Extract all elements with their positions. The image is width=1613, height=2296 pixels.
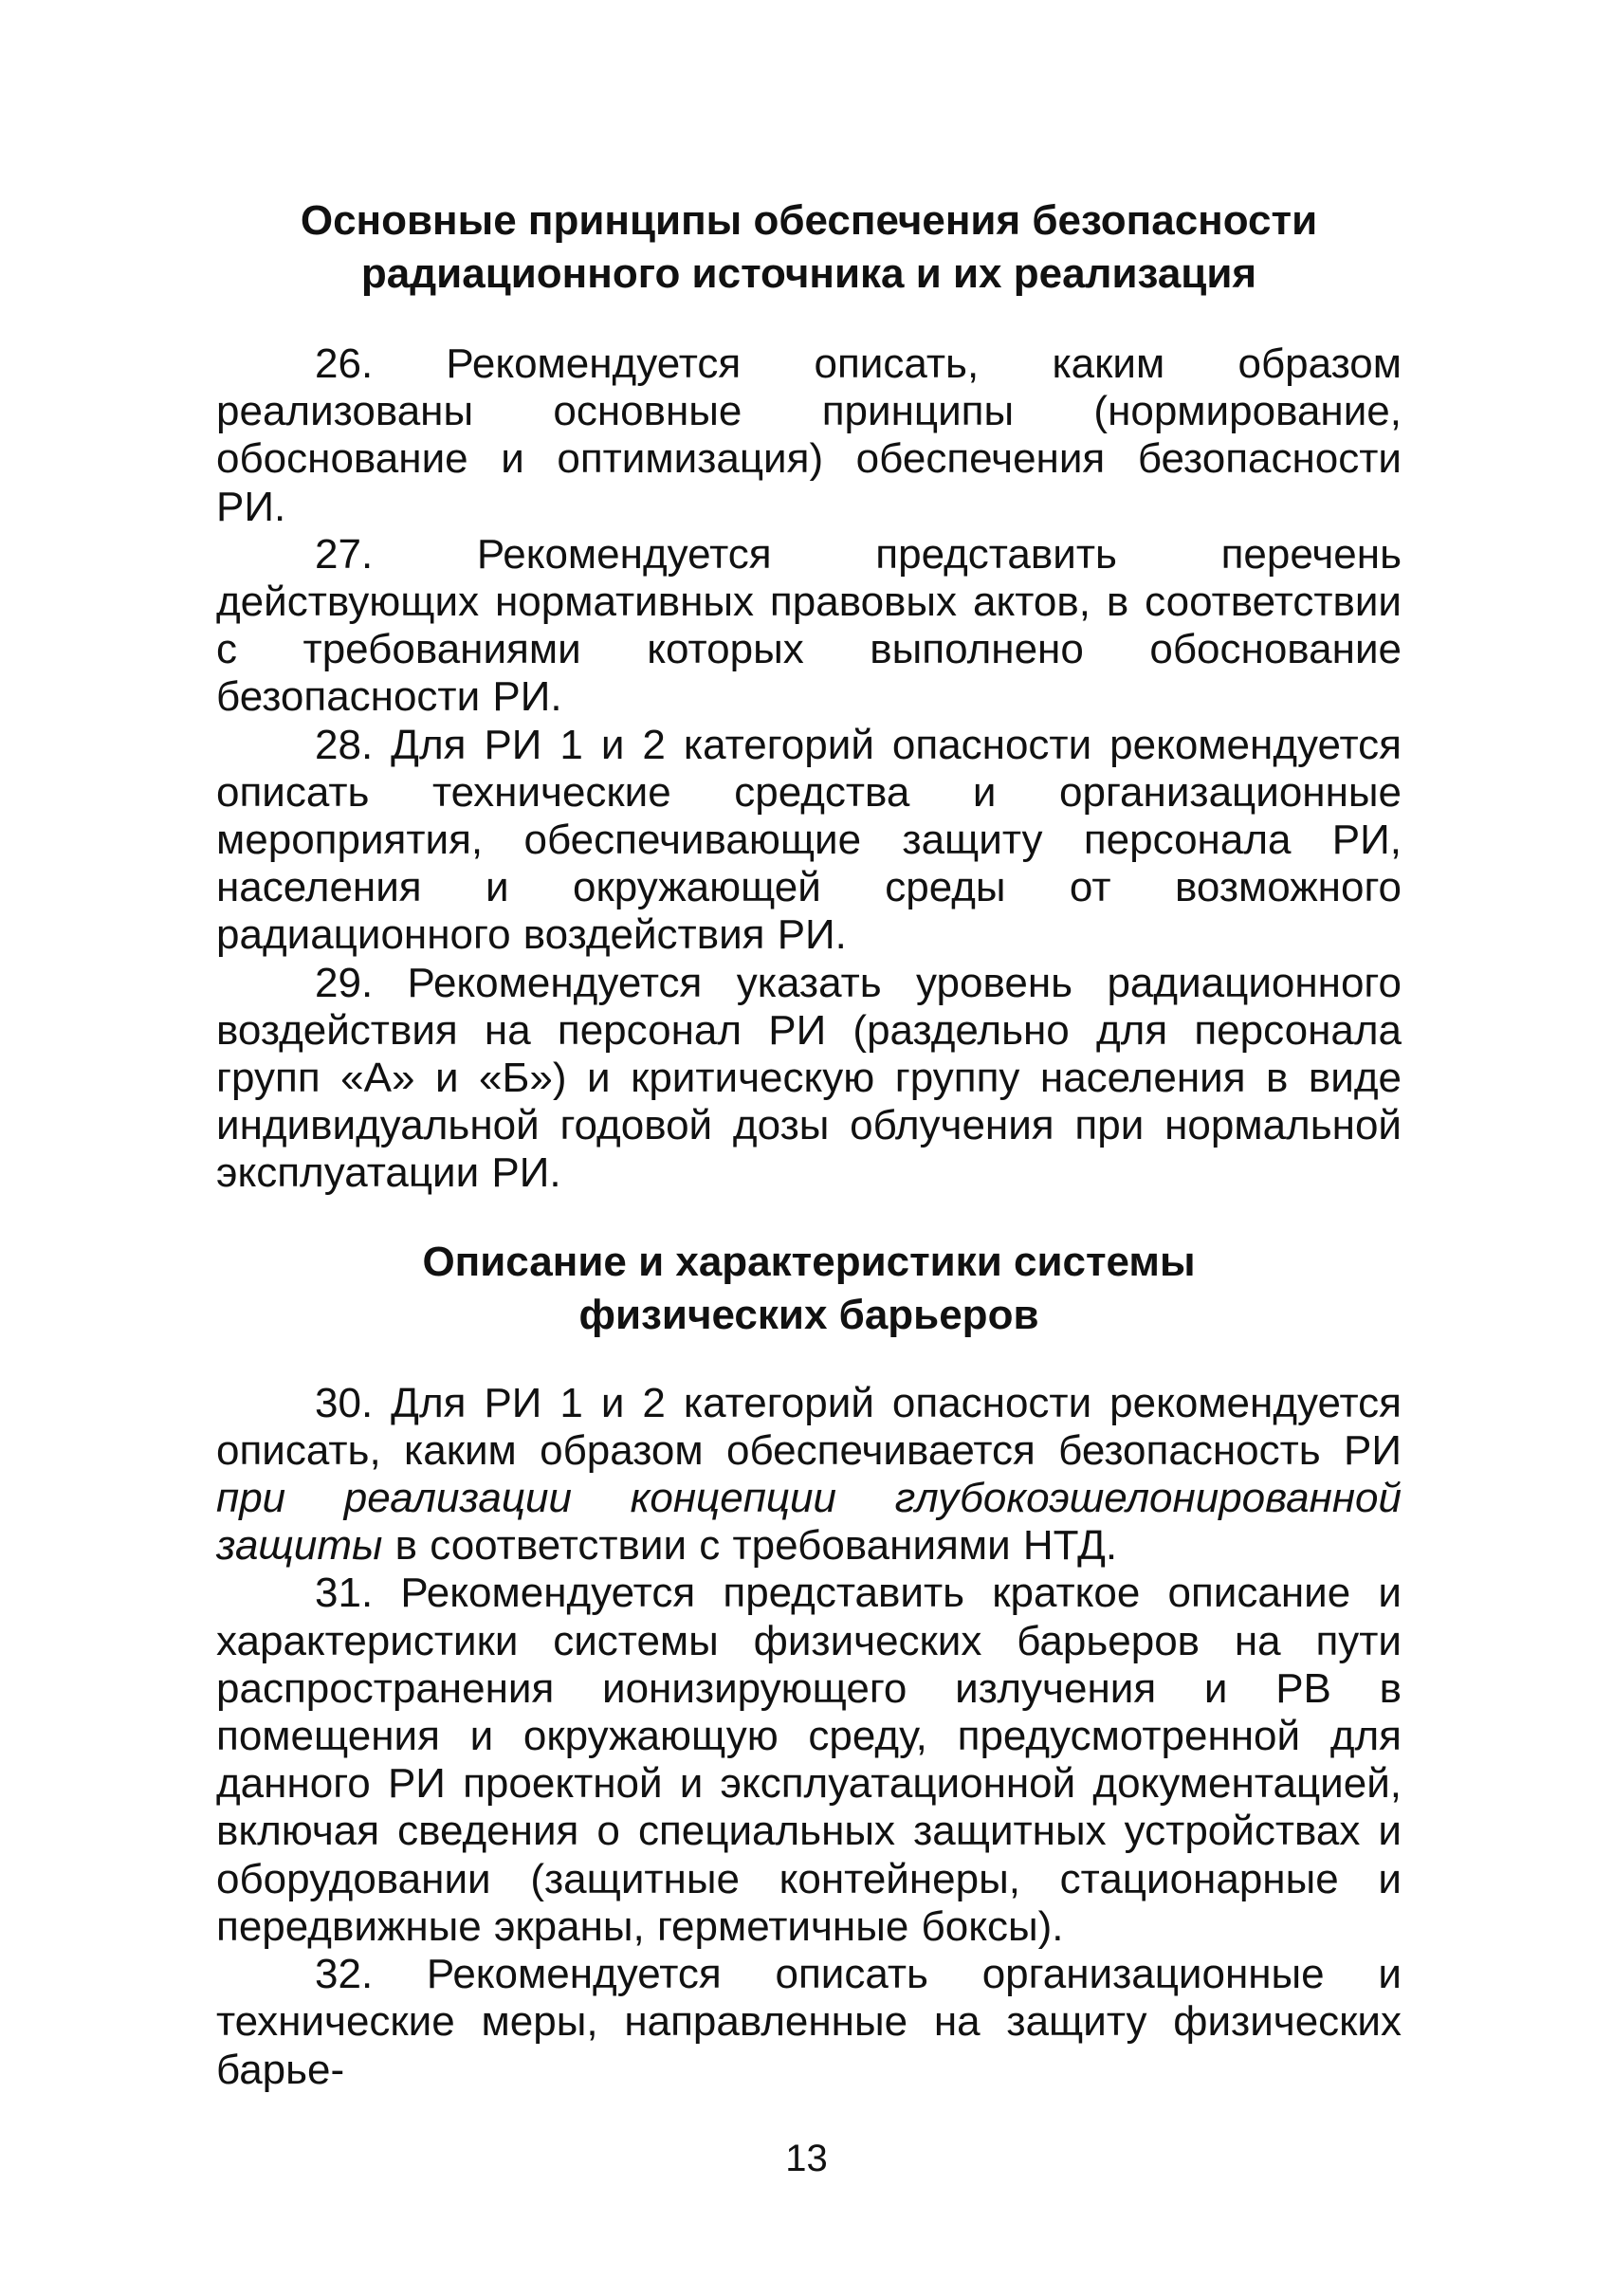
heading-line: Основные принципы обеспечения безопасности bbox=[300, 197, 1318, 244]
paragraph-30-end: в соответствии с требованиями НТД. bbox=[382, 1522, 1118, 1570]
section-heading-physical-barriers bbox=[216, 1236, 1402, 1342]
paragraph-29: 29. Рекомендуется указать уровень радиационного воздействия на персонал РИ (раздельно для персонала групп «А» и «Б») и критическую группу населения в виде индивидуальной годовой дозы облучения при нормальной эксплуатации РИ. bbox=[216, 959, 1402, 1197]
paragraph-30-start: 30. Для РИ 1 и 2 категорий опасности рекомендуется описать, каким образом обеспечивается безопасность РИ bbox=[216, 1379, 1402, 1474]
paragraph-27: 27. Рекомендуется представить перечень действующих нормативных правовых актов, в соответствии с требованиями которых выполнено обоснование безопасности РИ. bbox=[216, 530, 1402, 721]
paragraph-30 bbox=[216, 1380, 1402, 1570]
section-heading-principles bbox=[216, 194, 1402, 301]
heading-line: радиационного источника и их реализация bbox=[360, 250, 1257, 297]
paragraph-30-italic: при реализации концепции глубокоэшелонированной защиты bbox=[216, 1475, 1402, 1570]
document-page bbox=[216, 194, 1402, 2094]
paragraph-26: 26. Рекомендуется описать, каким образом реализованы основные принципы (нормирование, обоснование и оптимизация) обеспечения безопасности РИ. bbox=[216, 340, 1402, 530]
paragraph-32: 32. Рекомендуется описать организационные и технические меры, направленные на защиту физических барье- bbox=[216, 1951, 1402, 2093]
paragraph-28: 28. Для РИ 1 и 2 категорий опасности рекомендуется описать технические средства и организационные мероприятия, обеспечивающие защиту персонала РИ, населения и окружающей среды от возможного радиационного воздействия РИ. bbox=[216, 721, 1402, 959]
heading-line: физических барьеров bbox=[578, 1291, 1039, 1338]
paragraph-31: 31. Рекомендуется представить краткое описание и характеристики системы физических барьеров на пути распространения ионизирующего излучения и РВ в помещения и окружающую среду, предусмотренной для данного РИ проектной и эксплуатационной документацией, включая сведения о специальных защитных устройствах и оборудовании (защитные контейнеры, стационарные и передвижные экраны, герметичные боксы). bbox=[216, 1570, 1402, 1950]
heading-line: Описание и характеристики системы bbox=[422, 1238, 1196, 1285]
page-number: 13 bbox=[785, 2138, 828, 2179]
